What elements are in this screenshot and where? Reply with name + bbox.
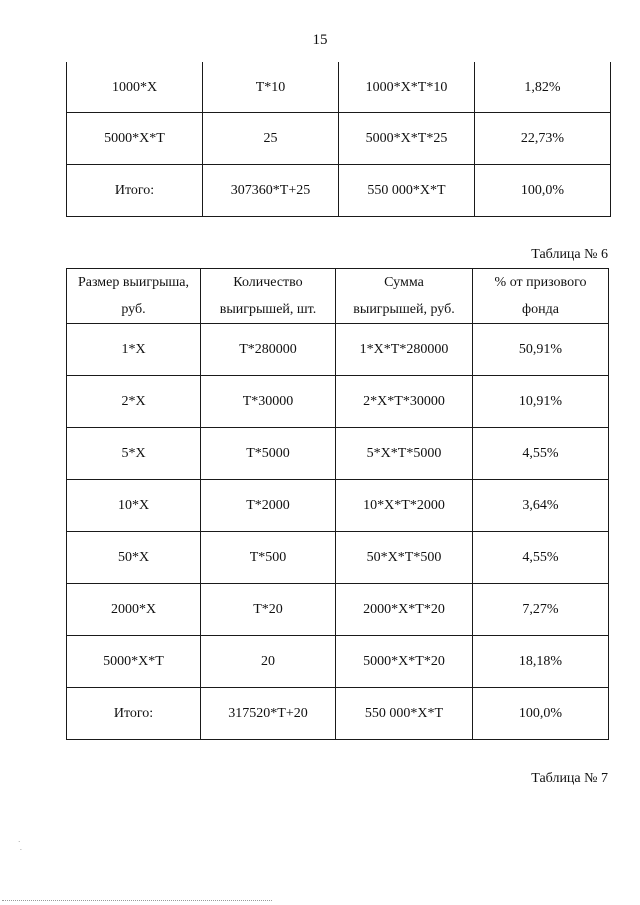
table-header-row [67, 269, 609, 324]
table-cell: T*5000 [201, 428, 336, 480]
table-row [67, 165, 611, 217]
column-header [473, 269, 609, 324]
table-cell: T*10 [203, 62, 339, 113]
table-cell: Итого: [67, 165, 203, 217]
scan-edge-line [2, 900, 272, 901]
table-cell: 100,0% [475, 165, 611, 217]
table-cell: T*2000 [201, 480, 336, 532]
table-cell: 100,0% [473, 688, 609, 740]
prize-table-continued [66, 62, 611, 217]
table-cell: 307360*T+25 [203, 165, 339, 217]
table-6-caption: Таблица № 6 [531, 247, 608, 262]
table-cell: 7,27% [473, 584, 609, 636]
table-cell: 1*X*T*280000 [336, 324, 473, 376]
table-cell: Итого: [67, 688, 201, 740]
column-header [336, 269, 473, 324]
table-cell: 4,55% [473, 532, 609, 584]
page-number: 15 [312, 32, 328, 48]
column-header-line: Количество [233, 275, 303, 290]
table-row [67, 428, 609, 480]
table-row [67, 376, 609, 428]
column-header-line: руб. [121, 302, 146, 317]
table-cell: T*280000 [201, 324, 336, 376]
table-cell: 317520*T+20 [201, 688, 336, 740]
table-cell: 2*X*T*30000 [336, 376, 473, 428]
table-cell: 50,91% [473, 324, 609, 376]
table-cell: 2000*X*T*20 [336, 584, 473, 636]
table-cell: T*500 [201, 532, 336, 584]
table-cell: 550 000*X*T [336, 688, 473, 740]
table-cell: 4,55% [473, 428, 609, 480]
table-cell: 10*X*T*2000 [336, 480, 473, 532]
table-cell: 50*X [67, 532, 201, 584]
column-header-line: фонда [522, 302, 559, 317]
table-cell: T*30000 [201, 376, 336, 428]
table-row [67, 688, 609, 740]
table-cell: 2000*X [67, 584, 201, 636]
column-header-line: % от призового [494, 275, 587, 290]
scan-artifact: · · [18, 838, 23, 854]
table-cell: 1000*X*T*10 [339, 62, 475, 113]
column-header-line: выигрышей, шт. [219, 302, 317, 317]
table-row [67, 113, 611, 165]
table-cell: 5*X [67, 428, 201, 480]
table-cell: 20 [201, 636, 336, 688]
table-cell: 1*X [67, 324, 201, 376]
column-header-line: выигрышей, руб. [353, 302, 455, 317]
table-cell: 18,18% [473, 636, 609, 688]
table-row [67, 584, 609, 636]
table-row [67, 324, 609, 376]
column-header-line: Размер выигрыша, [77, 275, 190, 290]
table-row [67, 62, 611, 113]
table-cell: 5000*X*T*20 [336, 636, 473, 688]
table-cell: 2*X [67, 376, 201, 428]
table-cell: 3,64% [473, 480, 609, 532]
table-cell: 5000*X*T*25 [339, 113, 475, 165]
column-header [67, 269, 201, 324]
table-cell: 5000*X*T [67, 113, 203, 165]
table-cell: 1,82% [475, 62, 611, 113]
table-cell: 22,73% [475, 113, 611, 165]
table-row [67, 636, 609, 688]
table-cell: T*20 [201, 584, 336, 636]
table-cell: 10*X [67, 480, 201, 532]
table-row [67, 480, 609, 532]
column-header-line: Сумма [384, 275, 424, 290]
prize-table-6 [66, 268, 609, 740]
table-cell: 5*X*T*5000 [336, 428, 473, 480]
table-7-caption: Таблица № 7 [531, 771, 608, 786]
table-cell: 5000*X*T [67, 636, 201, 688]
table-cell: 1000*X [67, 62, 203, 113]
column-header [201, 269, 336, 324]
table-cell: 550 000*X*T [339, 165, 475, 217]
table-cell: 50*X*T*500 [336, 532, 473, 584]
table-cell: 10,91% [473, 376, 609, 428]
table-cell: 25 [203, 113, 339, 165]
table-row [67, 532, 609, 584]
